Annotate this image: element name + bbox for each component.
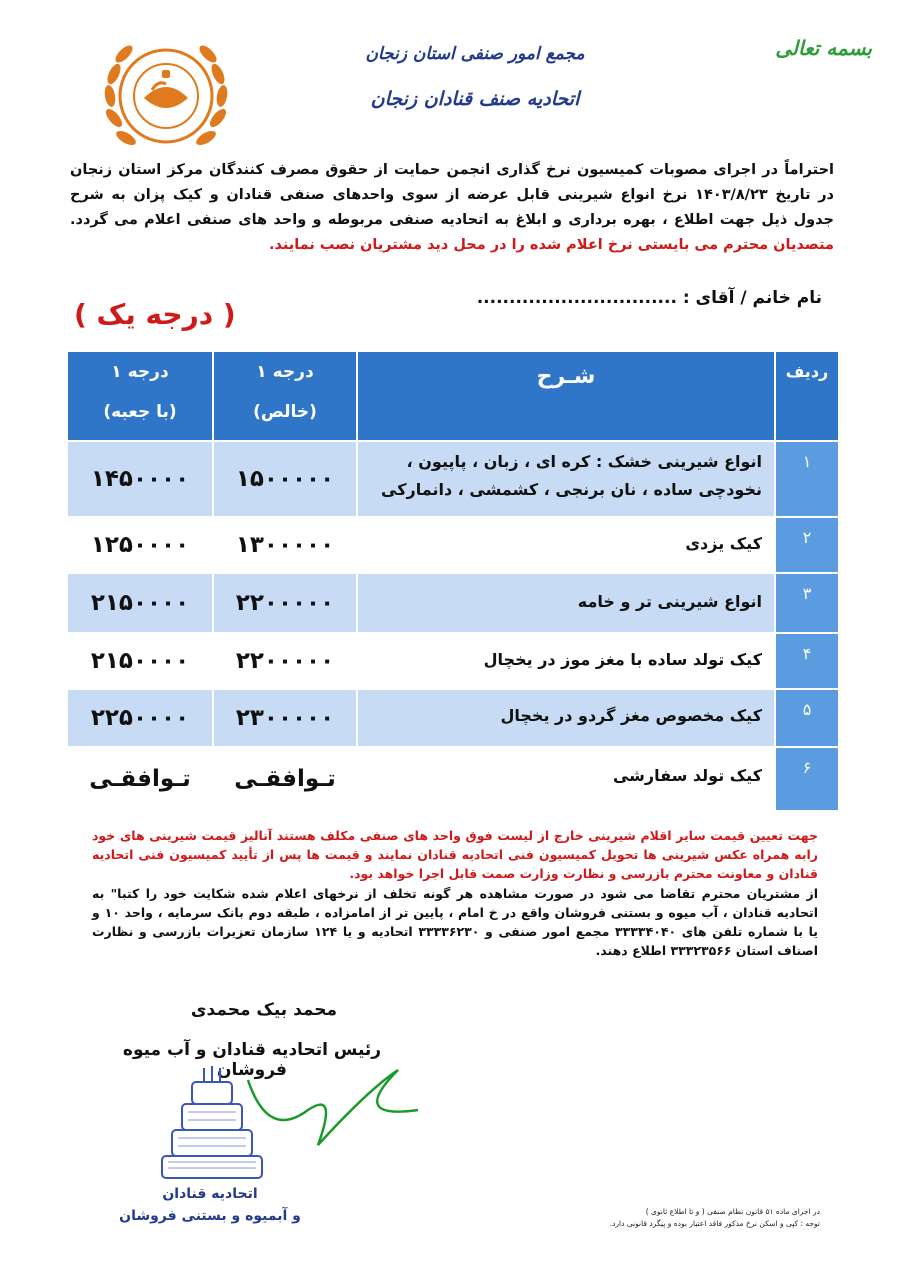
row-price-box: ۲۱۵۰۰۰۰ <box>68 574 212 632</box>
row-description: کیک یزدی <box>358 518 774 572</box>
price-table <box>68 352 838 810</box>
stamp-caption-line1: اتحادیه قنادان <box>162 1186 258 1202</box>
org-title-line1: مجمع امور صنفی استان زنجان <box>365 44 585 64</box>
note-pricing-rule: جهت تعیین قیمت سایر اقلام شیرینی خارج از لیست فوق واحد های صنفی مکلف هستند آنالیز قیمت شیرینی های خود رابه همراه عکس شیرینی ها تحویل کمیسیون فنی اتحادیه قنادان نمایند و قیمت ها پس از تأیید کمیسیون فنی اتحادیه قنادان و معاونت محترم بازرسی و نظارت وزارت صمت قابل اجرا خواهد بود. <box>92 828 818 881</box>
row-price-box: ۱۲۵۰۰۰۰ <box>68 518 212 572</box>
header-grade1-box-line1: درجه ۱ <box>111 362 169 382</box>
note-complaint-info: از مشتریان محترم تقاضا می شود در صورت مشاهده هر گونه تخلف از نرخهای اعلام شده شکایت خود را کتبا" به اتحادیه قنادان ، آب میوه و بستنی فروشان واقع در خ امام ، پایین تر از امامزاده ، طبقه دوم بانک سرمایه ، واحد ۱۰ و یا با شماره تلفن های ۳۳۳۳۴۰۴۰ مجمع امور صنفی و ۳۳۳۳۶۲۳۰ اتحادیه و یا ۱۲۴ سازمان تعزیرات بازرسی و نظارت اصناف استان ۳۳۳۲۳۵۶۶ اطلاع دهند. <box>92 886 818 958</box>
row-number: ۶ <box>776 748 838 810</box>
handwritten-signature <box>228 1050 428 1160</box>
row-number: ۴ <box>776 634 838 688</box>
row-price-net: ۱۳۰۰۰۰۰ <box>214 518 356 572</box>
header-grade1-box-line2: (با جعبه) <box>103 402 177 422</box>
row-price-box: ۱۴۵۰۰۰۰ <box>68 442 212 516</box>
bismillah-text: بسمه تعالی <box>775 36 872 60</box>
row-number: ۱ <box>776 442 838 516</box>
row-description: کیک مخصوص مغز گردو در یخچال <box>358 690 774 746</box>
row-price-box: تـوافقـی <box>68 748 212 810</box>
header-radif <box>776 352 838 440</box>
header-grade1-net-line2: (خالص) <box>253 402 317 422</box>
table-row <box>68 574 838 632</box>
intro-red-text: متصدیان محترم می بایستی نرخ اعلام شده را در محل دید مشتریان نصب نمایند. <box>268 237 834 253</box>
header-radif-label: ردیف <box>785 362 829 381</box>
row-price-net: ۱۵۰۰۰۰۰ <box>214 442 356 516</box>
row-number: ۳ <box>776 574 838 632</box>
footnote-line1: در اجرای ماده ۵۱ قانون نظام صنفی ( و تا اطلاع ثانوی ) <box>645 1207 820 1216</box>
table-row <box>68 690 838 746</box>
row-price-net: تـوافقـی <box>214 748 356 810</box>
name-line: نام خانم / آقای : ............................... <box>476 288 822 308</box>
table-row <box>68 518 838 572</box>
row-description: انواع شیرینی تر و خامه <box>358 574 774 632</box>
union-logo <box>96 26 236 166</box>
footnote-line2: توجه : کپی و اسکن نرخ مذکور فاقد اعتبار بوده و پیگرد قانونی دارد. <box>609 1219 820 1228</box>
org-title-line2: اتحادیه صنف قنادان زنجان <box>370 88 580 110</box>
row-number: ۵ <box>776 690 838 746</box>
row-description: کیک تولد سفارشی <box>358 748 774 810</box>
row-price-net: ۲۲۰۰۰۰۰ <box>214 574 356 632</box>
signer-role: رئیس اتحادیه قنادان و آب میوه فروشان <box>122 1040 382 1080</box>
header-desc-label: شـرح <box>536 364 596 389</box>
row-description: کیک تولد ساده با مغز موز در یخچال <box>358 634 774 688</box>
row-price-box: ۲۱۵۰۰۰۰ <box>68 634 212 688</box>
header-grade1-box <box>68 352 212 440</box>
signer-name: محمد بیک محمدی <box>190 1000 338 1020</box>
footnote <box>580 1206 820 1230</box>
row-price-box: ۲۲۵۰۰۰۰ <box>68 690 212 746</box>
table-row <box>68 634 838 688</box>
intro-paragraph <box>70 158 834 258</box>
table-row <box>68 748 838 810</box>
table-row <box>68 442 838 516</box>
row-price-net: ۲۳۰۰۰۰۰ <box>214 690 356 746</box>
row-price-net: ۲۲۰۰۰۰۰ <box>214 634 356 688</box>
header-grade1-net <box>214 352 356 440</box>
stamp-caption-line2: و آبمیوه و بستنی فروشان <box>119 1208 301 1224</box>
row-description: انواع شیرینی خشک : کره ای ، زبان ، پاپیون ، نخودچی ساده ، نان برنجی ، کشمشی ، دانمارکی <box>358 442 774 516</box>
header-desc <box>358 352 774 440</box>
header-grade1-net-line1: درجه ۱ <box>256 362 314 382</box>
row-number: ۲ <box>776 518 838 572</box>
grade-title: ( درجه یک ) <box>74 298 236 331</box>
intro-text: احتراماً در اجرای مصوبات کمیسیون نرخ گذاری انجمن حمایت از حقوق مصرف کنندگان مرکز استان زنجان در تاریخ ۱۴۰۳/۸/۲۳ نرخ انواع شیرینی قابل عرضه از سوی واحدهای صنفی قنادان و کیک پزان به شرح جدول ذیل جهت اطلاع ، بهره برداری و ابلاغ به اتحادیه صنفی مربوطه و واحد های صنفی اعلام می گردد. <box>70 162 834 228</box>
